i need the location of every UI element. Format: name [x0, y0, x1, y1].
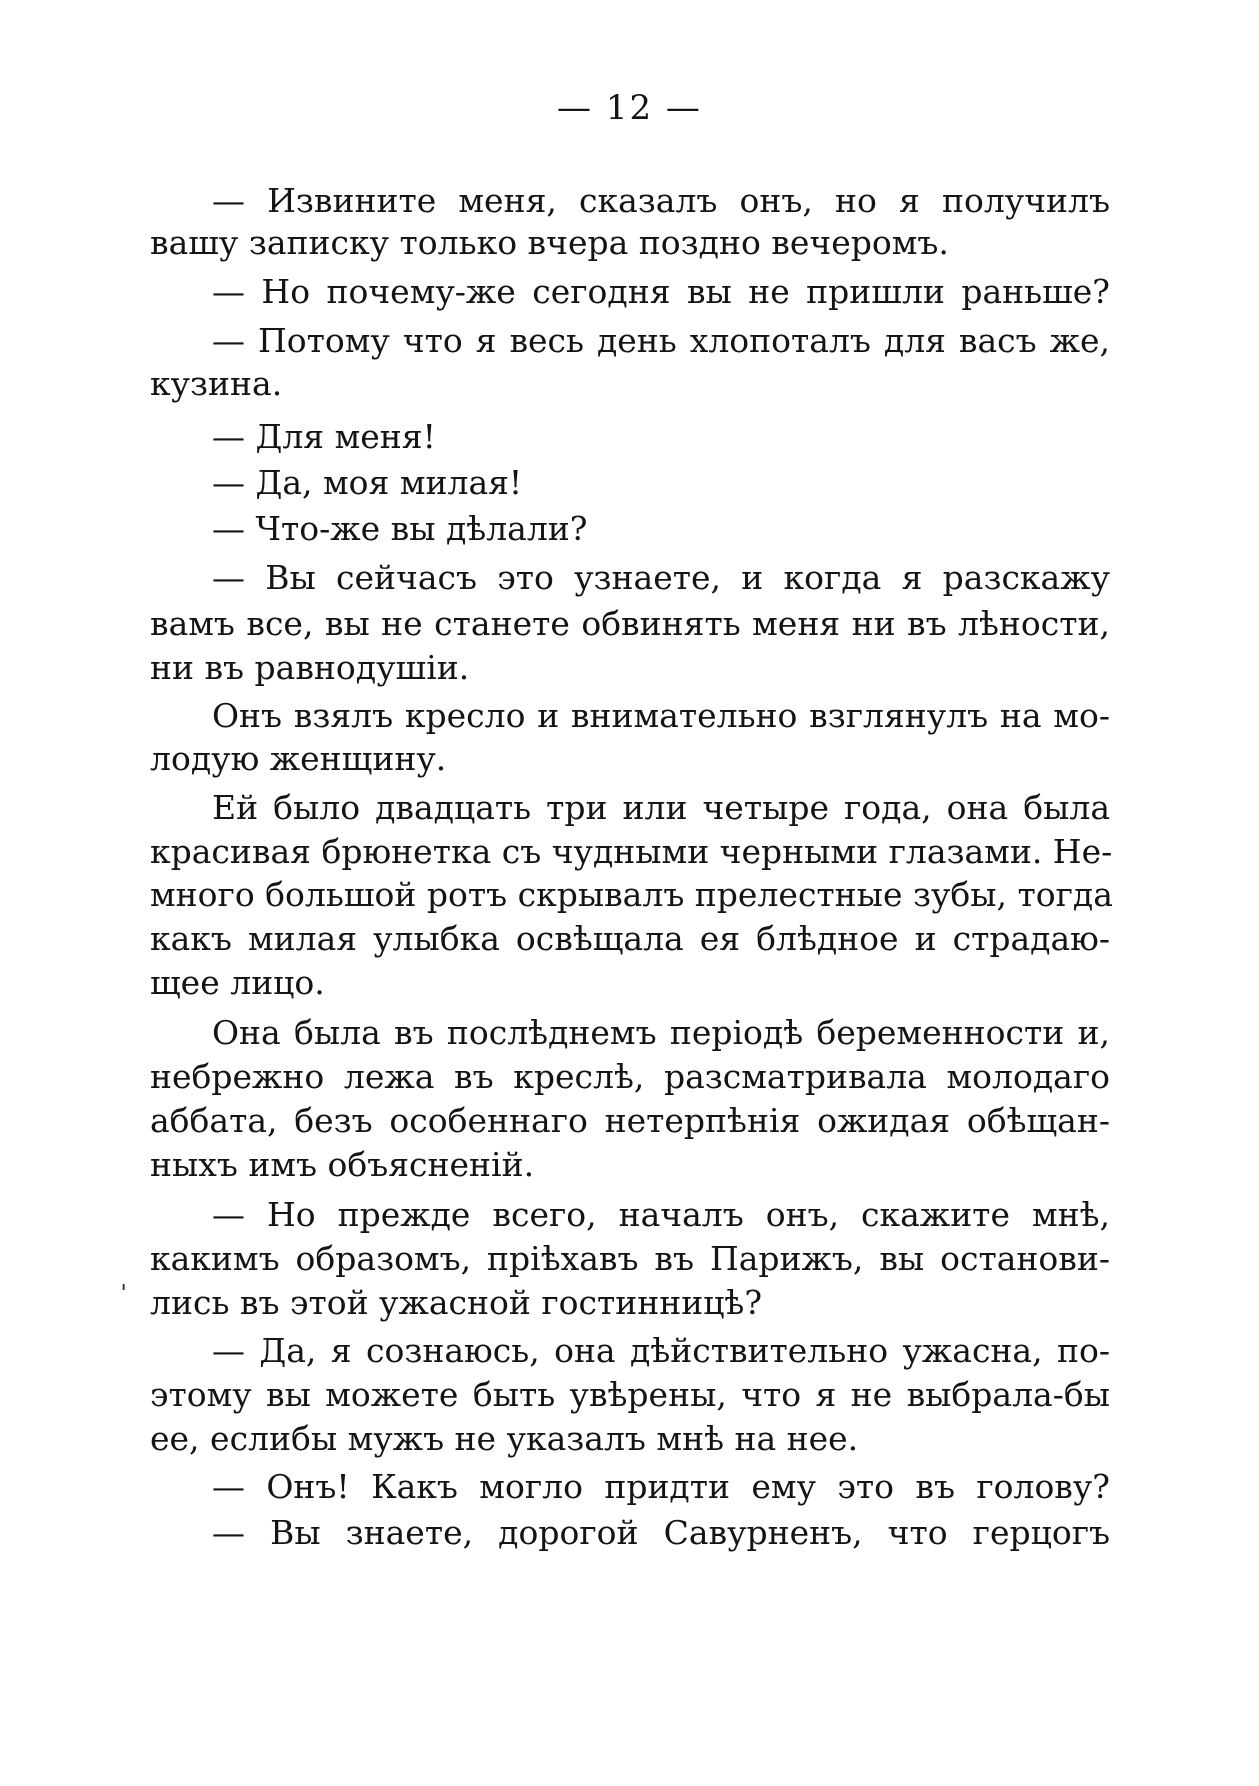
- page-number: — 12 —: [557, 88, 702, 128]
- text-line: — Вы сейчасъ это узнаете, и когда я разскажу: [212, 558, 1110, 597]
- text-line: — Но прежде всего, началъ онъ, скажите мнѣ,: [212, 1195, 1110, 1234]
- text-line: — Онъ! Какъ могло придти ему это въ голову?: [212, 1467, 1110, 1506]
- text-line: Ей было двадцать три или четыре года, она была: [212, 788, 1110, 827]
- text-line: аббата, безъ особеннаго нетерпѣнія ожидая обѣщан-: [150, 1101, 1110, 1140]
- text-line: Она была въ послѣднемъ періодѣ беременности и,: [212, 1013, 1110, 1052]
- text-line: — Потому что я весь день хлопоталъ для васъ же,: [212, 321, 1110, 360]
- text-line: — Для меня!: [212, 417, 436, 456]
- text-line: ни въ равнодушіи.: [150, 648, 470, 687]
- text-line: небрежно лежа въ креслѣ, разсматривала молодаго: [150, 1057, 1110, 1096]
- text-line: — Да, моя милая!: [212, 463, 523, 502]
- text-line: какъ милая улыбка освѣщала ея блѣдное и страдаю-: [150, 919, 1110, 958]
- text-line: много большой ротъ скрывалъ прелестные зубы, тогда: [150, 875, 1113, 914]
- text-line: кузина.: [150, 364, 283, 403]
- text-line: — Но почему-же сегодня вы не пришли раньше?: [212, 272, 1110, 311]
- text-line: лодую женщину.: [150, 739, 447, 778]
- text-line: вамъ все, вы не станете обвинять меня ни въ лѣности,: [150, 604, 1110, 643]
- text-line: ее, еслибы мужъ не указалъ мнѣ на нее.: [150, 1419, 859, 1458]
- text-line: этому вы можете быть увѣрены, что я не выбрала-бы: [150, 1375, 1110, 1414]
- text-line: красивая брюнетка съ чудными черными глазами. Не-: [150, 832, 1113, 871]
- text-line: какимъ образомъ, пріѣхавъ въ Парижъ, вы останови-: [150, 1239, 1110, 1278]
- stray-ink-mark: ˌ: [120, 1264, 128, 1294]
- text-line: — Да, я сознаюсь, она дѣйствительно ужасна, по-: [212, 1331, 1110, 1370]
- text-line: — Что-же вы дѣлали?: [212, 509, 588, 548]
- text-line: — Извините меня, сказалъ онъ, но я получилъ: [212, 181, 1110, 220]
- text-line: лись въ этой ужасной гостинницѣ?: [150, 1283, 763, 1322]
- text-line: — Вы знаете, дорогой Савурненъ, что герцогъ: [212, 1513, 1110, 1552]
- text-line: Онъ взялъ кресло и внимательно взглянулъ на мо-: [212, 696, 1110, 735]
- text-line: ныхъ имъ объясненій.: [150, 1145, 535, 1184]
- text-line: щее лицо.: [150, 963, 325, 1002]
- text-line: вашу записку только вчера поздно вечеромъ.: [150, 223, 949, 262]
